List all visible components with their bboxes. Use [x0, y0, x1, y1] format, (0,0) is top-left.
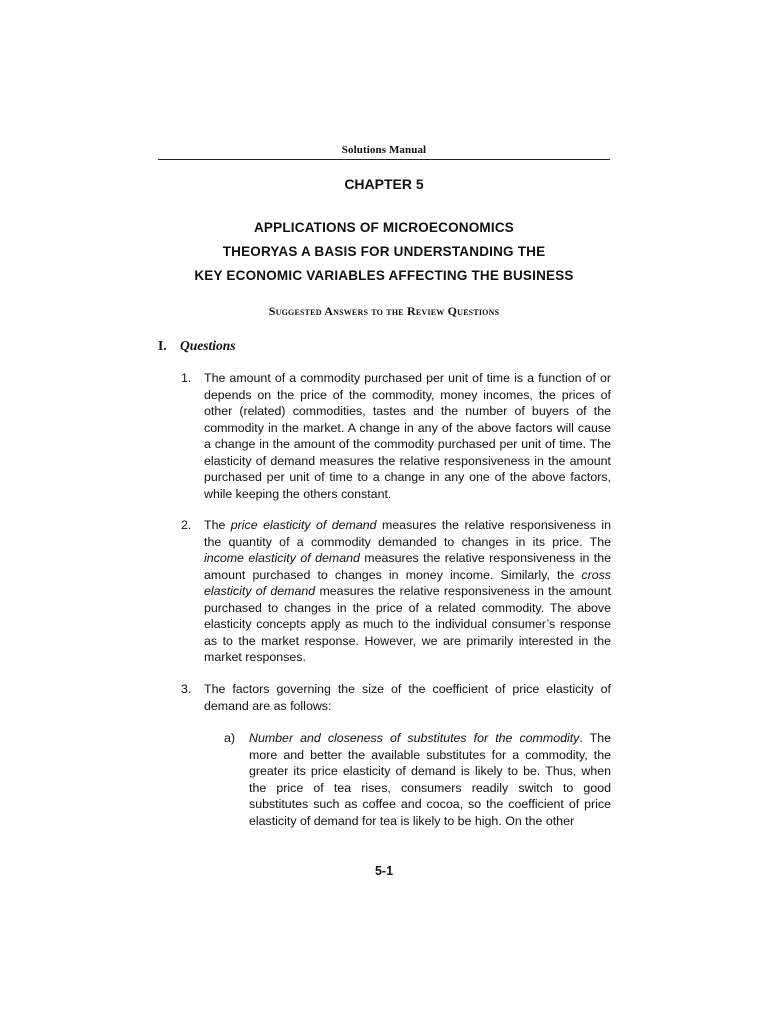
running-head: Solutions Manual — [341, 144, 427, 156]
section-subtitle: Suggested Answers to the Review Questions — [268, 304, 500, 318]
item-text — [204, 517, 611, 666]
term-income-elasticity: income elasticity of demand — [204, 551, 360, 565]
item-text: The amount of a commodity purchased per unit of time is a function of or depends on the price of the commodity, money incomes, the prices of other (related) commodities, tastes and the number of buyers of the commodity in the market. A change in any of the above factors will cause a change in the amount of the commodity purchased per unit of time. The elasticity of demand measures the relative responsiveness in the amount purchased per unit of time to a change in any one of the above factors, while keeping the others constant. — [204, 371, 611, 501]
text-run: . The more and better the available substitutes for a commodity, the greater its price elasticity of demand is likely to be. Thus, when the price of tea rises, consumers readily switch to good substitutes such as coffee and cocoa, so the coefficient of price elasticity of demand for tea is likely to be high. On the other — [249, 731, 611, 828]
term-price-elasticity: price elasticity of demand — [230, 518, 377, 532]
item-text: The factors governing the size of the coefficient of price elasticity of demand are as follows: — [204, 682, 611, 713]
text-run: measures the relative responsiveness in the quantity of a commodity demanded to changes in its price. The — [204, 518, 611, 549]
item-marker: 3. — [181, 682, 192, 696]
item-marker: 2. — [181, 518, 192, 532]
text-run: measures the relative responsiveness in the amount purchased to changes in money income. Similarly, the — [204, 551, 611, 582]
chapter-title-line-2: THEORYAS A BASIS FOR UNDERSTANDING THE — [222, 244, 546, 259]
term-cross-elasticity: cross elasticity of demand — [204, 567, 611, 598]
sub-item-text — [249, 730, 611, 829]
section-label: Questions — [180, 338, 236, 353]
text-run: The — [204, 518, 231, 532]
header-rule — [158, 159, 610, 160]
chapter-title-line-3: KEY ECONOMIC VARIABLES AFFECTING THE BUSINESS — [194, 268, 574, 283]
chapter-title-line-1: APPLICATIONS OF MICROECONOMICS — [253, 220, 514, 235]
sub-item-marker: a) — [224, 731, 236, 745]
section-number: I. — [158, 338, 167, 353]
item-marker: 1. — [181, 371, 192, 385]
page-number: 5-1 — [374, 864, 394, 878]
text-run: measures the relative responsiveness in the amount purchased to changes in the price of a related commodity. The above elasticity concepts apply as much to the individual consumer’s response as to the market response. However, we are primarily interested in the market responses. — [204, 584, 611, 664]
term-substitutes: Number and closeness of substitutes for the commodity — [249, 731, 580, 745]
chapter-label: CHAPTER 5 — [344, 176, 424, 192]
section-heading — [158, 338, 236, 354]
